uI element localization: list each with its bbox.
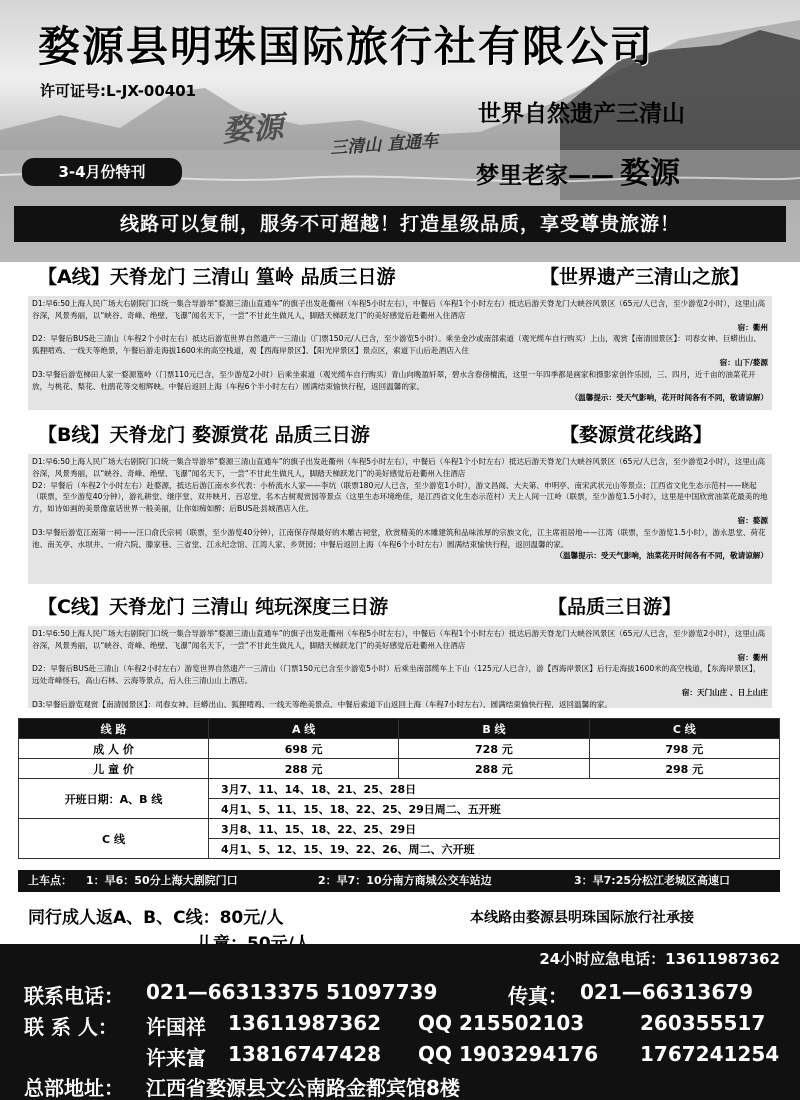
address: 江西省婺源县文公南路金都宾馆8楼 xyxy=(146,1076,460,1100)
contact-block xyxy=(0,944,800,1100)
contact-person-1-phone: 13611987362 xyxy=(228,1011,382,1035)
header-line-c: C 线 xyxy=(589,719,779,739)
line-b-day1: D1:早6:50上海人民广场大右剧院门口统一集合导游举“婺源三清山直通车”的旗子出发赴衢州（车程5小时左右），中餐后（车程1个小时左右）抵达后游天脊龙门大峡谷风景区（65元/人已含，至少游览2小时），这里山高谷深，风景秀丽，以“峡谷、奇峰、绝壁、飞瀑”闻名天下，一尝“不甘此生做凡人，脚踏天梯跃龙门”的美好感觉后赴衢州入住酒店 xyxy=(32,457,766,478)
fax-label: 传真： xyxy=(508,984,568,1008)
line-b-title: 【B线】天脊龙门 婺源赏花 品质三日游 xyxy=(38,424,370,446)
child-price-a: 288 元 xyxy=(209,759,399,779)
adult-price-c: 798 元 xyxy=(589,739,779,759)
logo-subtitle: 三清山 直通车 xyxy=(329,131,439,159)
line-c-stay2: 宿：天门山庄 、日上山庄 xyxy=(681,687,768,697)
contact-person-2-qq2: 1767241254 xyxy=(640,1042,780,1066)
fax-number: 021—66313679 xyxy=(580,980,754,1004)
line-a-tag: 【世界遗产三清山之旅】 xyxy=(540,266,750,288)
pickup-point-2: 2：早7：10分南方商城公交车站边 xyxy=(318,874,492,887)
line-a-note: （温馨提示：受天气影响，花开时间各有不同，敬请谅解） xyxy=(570,393,768,403)
line-b-stay1: 宿：婺源 xyxy=(737,515,768,525)
adult-price-label: 成 人 价 xyxy=(19,739,209,759)
header-route: 线 路 xyxy=(19,719,209,739)
c-dates-label: C 线 xyxy=(19,819,209,859)
ab-dates-label: 开班日期：A、B 线 xyxy=(19,779,209,819)
line-a-day3: D3:早餐后游览梯田人家一婺源篁岭（门票110元已含，至少游览2小时）后乘坐索道（观光缆车自行购买）青山向晚盈轩翠，碧水含春傍檀流，这里一年四季都是画家和摄影家创作乐园，三、四月，近千亩的油菜花开放，与桃花、梨花、杜鹃花等交相辉映。中餐后返回上海（车程6个半小时左右）圆满结束愉快行程，返回温馨的家。 xyxy=(32,369,756,391)
company-title: 婺源县明珠国际旅行社有限公司 xyxy=(38,22,655,71)
adult-price-a: 698 元 xyxy=(209,739,399,759)
line-c-day1: D1:早6:50上海人民广场大右剧院门口统一集合导游举“婺源三清山直通车”的旗子出发赴衢州（车程5小时左右），中餐后（车程1个小时左右）抵达后游天脊龙门大峡谷风景区（65元/人已含，至少游览2小时），这里山高谷深，风景秀丽，以“峡谷、奇峰、绝壁、飞瀑”闻名天下，一尝“不甘此生做凡人，脚踏天梯跃龙门”的美好感觉后赴衢州入住酒店 xyxy=(32,629,766,650)
line-b-note: （温馨提示：受天气影响，油菜花开时间各有不同，敬请谅解） xyxy=(555,551,768,561)
phone-label: 联系电话： xyxy=(24,984,124,1008)
issue-badge: 3-4月份特刊 xyxy=(22,158,182,186)
line-c-heading xyxy=(0,592,800,620)
line-c-stay1: 宿：衢州 xyxy=(737,652,768,662)
phone-numbers: 021—66313375 51097739 xyxy=(146,980,438,1004)
line-c-itinerary xyxy=(28,626,772,708)
address-label: 总部地址： xyxy=(24,1076,124,1100)
ab-dates-row-1 xyxy=(19,779,780,799)
slogan-sanqingshan: 世界自然遗产三清山 xyxy=(478,101,685,127)
child-price-c: 298 元 xyxy=(589,759,779,779)
line-a-itinerary xyxy=(28,296,772,410)
line-a-title: 【A线】天脊龙门 三清山 篁岭 品质三日游 xyxy=(38,266,396,288)
line-b-day2: D2：早餐后（车程2个小时左右）赴婺源，抵达后游江南水乡代表：小桥流水人家——李坑（联票180元/人已含，至少游览1小时），游文昌阁、大夫第、申明亭、南宋武状元山等景点；江西省文化生态示范村——晓起（联票，至少游览40分钟），游礼耕堂、继序堂、双井映月、百忍堂、名木古树观赏园等景点（这里生态环境绝佳，是江西省文化生态示范村）天上人间一江岭（联票，至少游览1.5小时），这里是中国欣赏油菜花最美的地方，如诗如画的美景像童话世界一般美丽，让你如痴如醉；后BUS赴县城酒店入住。 xyxy=(32,480,768,514)
contact-person-2-name: 许来富 xyxy=(146,1046,206,1070)
slogan-place: 婺源 xyxy=(620,156,680,191)
line-b-tag: 【婺源赏花线路】 xyxy=(560,424,713,446)
adult-price-b: 728 元 xyxy=(399,739,589,759)
line-b-heading xyxy=(0,420,800,448)
pickup-label: 上车点： xyxy=(28,874,72,887)
line-c-title: 【C线】天脊龙门 三清山 纯玩深度三日游 xyxy=(38,596,389,618)
slogan-banner: 线路可以复制，服务不可超越！打造星级品质，享受尊贵旅游！ xyxy=(14,206,786,242)
child-price-b: 288 元 xyxy=(399,759,589,779)
emergency-phone: 24小时应急电话：13611987362 xyxy=(539,950,780,968)
c-dates-march: 3月8、11、15、18、22、25、29日 xyxy=(209,819,780,839)
contact-person-1-name: 许国祥 xyxy=(146,1015,206,1039)
contact-person-1-qq: QQ 215502103 xyxy=(418,1011,585,1035)
slogan-prefix: 梦里老家—— xyxy=(476,163,614,189)
pickup-points xyxy=(18,870,780,892)
contact-person-1-qq2: 260355517 xyxy=(640,1011,766,1035)
license-number: 许可证号:L-JX-00401 xyxy=(40,82,197,100)
child-price-label: 儿 童 价 xyxy=(19,759,209,779)
slogan-wuyuan xyxy=(476,148,680,192)
adult-price-row xyxy=(19,739,780,759)
line-b-day3: D3:早餐后游览江南第一祠——汪口俞氏宗祠（联票，至少游览40分钟），江南保存得最好的木雕古祠堂，欣赏精美的木雕建筑和品味浓厚的宗族文化，江主席祖居地——江湾（联票，至少游览1.5小时），游永思堂、荷花池、南关亭、水坝井、一府六院、滕家巷、三省堂、江永纪念馆、江湾人家、乡贤园；中餐后返回上海（车程6个小时左右）圆满结束愉快行程，返回温馨的家。 xyxy=(32,527,766,549)
line-c-day2: D2：早餐后BUS赴三清山（车程2小时左右）游览世界自然遗产一三清山（门票150元已含至少游览5小时）后乘坐南部缆车上下山（125元/人已含），游【西海岸景区】后行走海拔1600米的高空栈道，【东海岸景区】，远处奇峰怪石，高山石林、云海等景点，后入住三清山山上酒店。 xyxy=(32,664,761,686)
contact-person-label: 联 系 人： xyxy=(24,1015,118,1039)
logo-title: 婺源 xyxy=(221,109,286,150)
line-a-stay2: 宿：山下/婺源 xyxy=(719,357,768,367)
child-price-row xyxy=(19,759,780,779)
c-dates-row-1 xyxy=(19,819,780,839)
operator-note: 本线路由婺源县明珠国际旅行社承接 xyxy=(470,910,694,926)
contact-person-2-phone: 13816747428 xyxy=(228,1042,382,1066)
header-line-b: B 线 xyxy=(399,719,589,739)
ab-dates-march: 3月7、11、14、18、21、25、28日 xyxy=(209,779,780,799)
line-a-day2: D2：早餐后BUS赴三清山（车程2个小时左右）抵达后游览世界自然遗产一三清山（门票150元/人已含，至少游览5小时）。乘坐金沙或南部索道（观光缆车自行购买）上山，观赏【南清园景区】：司春女神、巨蟒出山、狐狸啃鸡、一线天等绝景，午餐后游走海拔1600米的高空栈道，观【西海岸景区】、【阳光岸景区】景点区，索道下山后赴酒店入住 xyxy=(32,334,761,356)
contact-person-2-qq: QQ 1903294176 xyxy=(418,1042,599,1066)
line-a-stay1: 宿：衢州 xyxy=(737,322,768,332)
price-table-header xyxy=(19,719,780,739)
line-a-heading xyxy=(0,262,800,290)
line-c-tag: 【品质三日游】 xyxy=(548,596,682,618)
pickup-point-3: 3：早7:25分松江老城区高速口 xyxy=(574,874,731,887)
rebate-adult: 同行成人返A、B、C线：80元/人 xyxy=(28,908,284,928)
header-area xyxy=(0,0,800,262)
c-dates-april: 4月1、5、12、15、19、22、26、周二、六开班 xyxy=(209,839,780,859)
price-table xyxy=(18,718,780,859)
header-line-a: A 线 xyxy=(209,719,399,739)
pickup-point-1: 1：早6：50分上海大剧院门口 xyxy=(86,874,238,887)
ab-dates-april: 4月1、5、11、15、18、22、25、29日周二、五开班 xyxy=(209,799,780,819)
line-c-day3: D3:早餐后游览观赏【南清园景区】：司春女神、巨蟒出山、狐狸啃鸡、一线天等绝美景点，中餐后索道下山返回上海（车程7小时左右），圆满结束愉快行程，返回温馨的家。 xyxy=(32,699,612,708)
line-b-itinerary xyxy=(28,454,772,584)
line-a-day1: D1:早6:50上海人民广场大右剧院门口统一集合导游举“婺源三清山直通车”的旗子出发赴衢州（车程5小时左右），中餐后（车程1个小时左右）抵达后游天脊龙门大峡谷风景区（65元/人已含，至少游览2小时），这里山高谷深，风景秀丽，以“峡谷、奇峰、绝壁、飞瀑”闻名天下，一尝“不甘此生做凡人，脚踏天梯跃龙门”的美好感觉后赴衢州入住酒店 xyxy=(32,299,766,320)
